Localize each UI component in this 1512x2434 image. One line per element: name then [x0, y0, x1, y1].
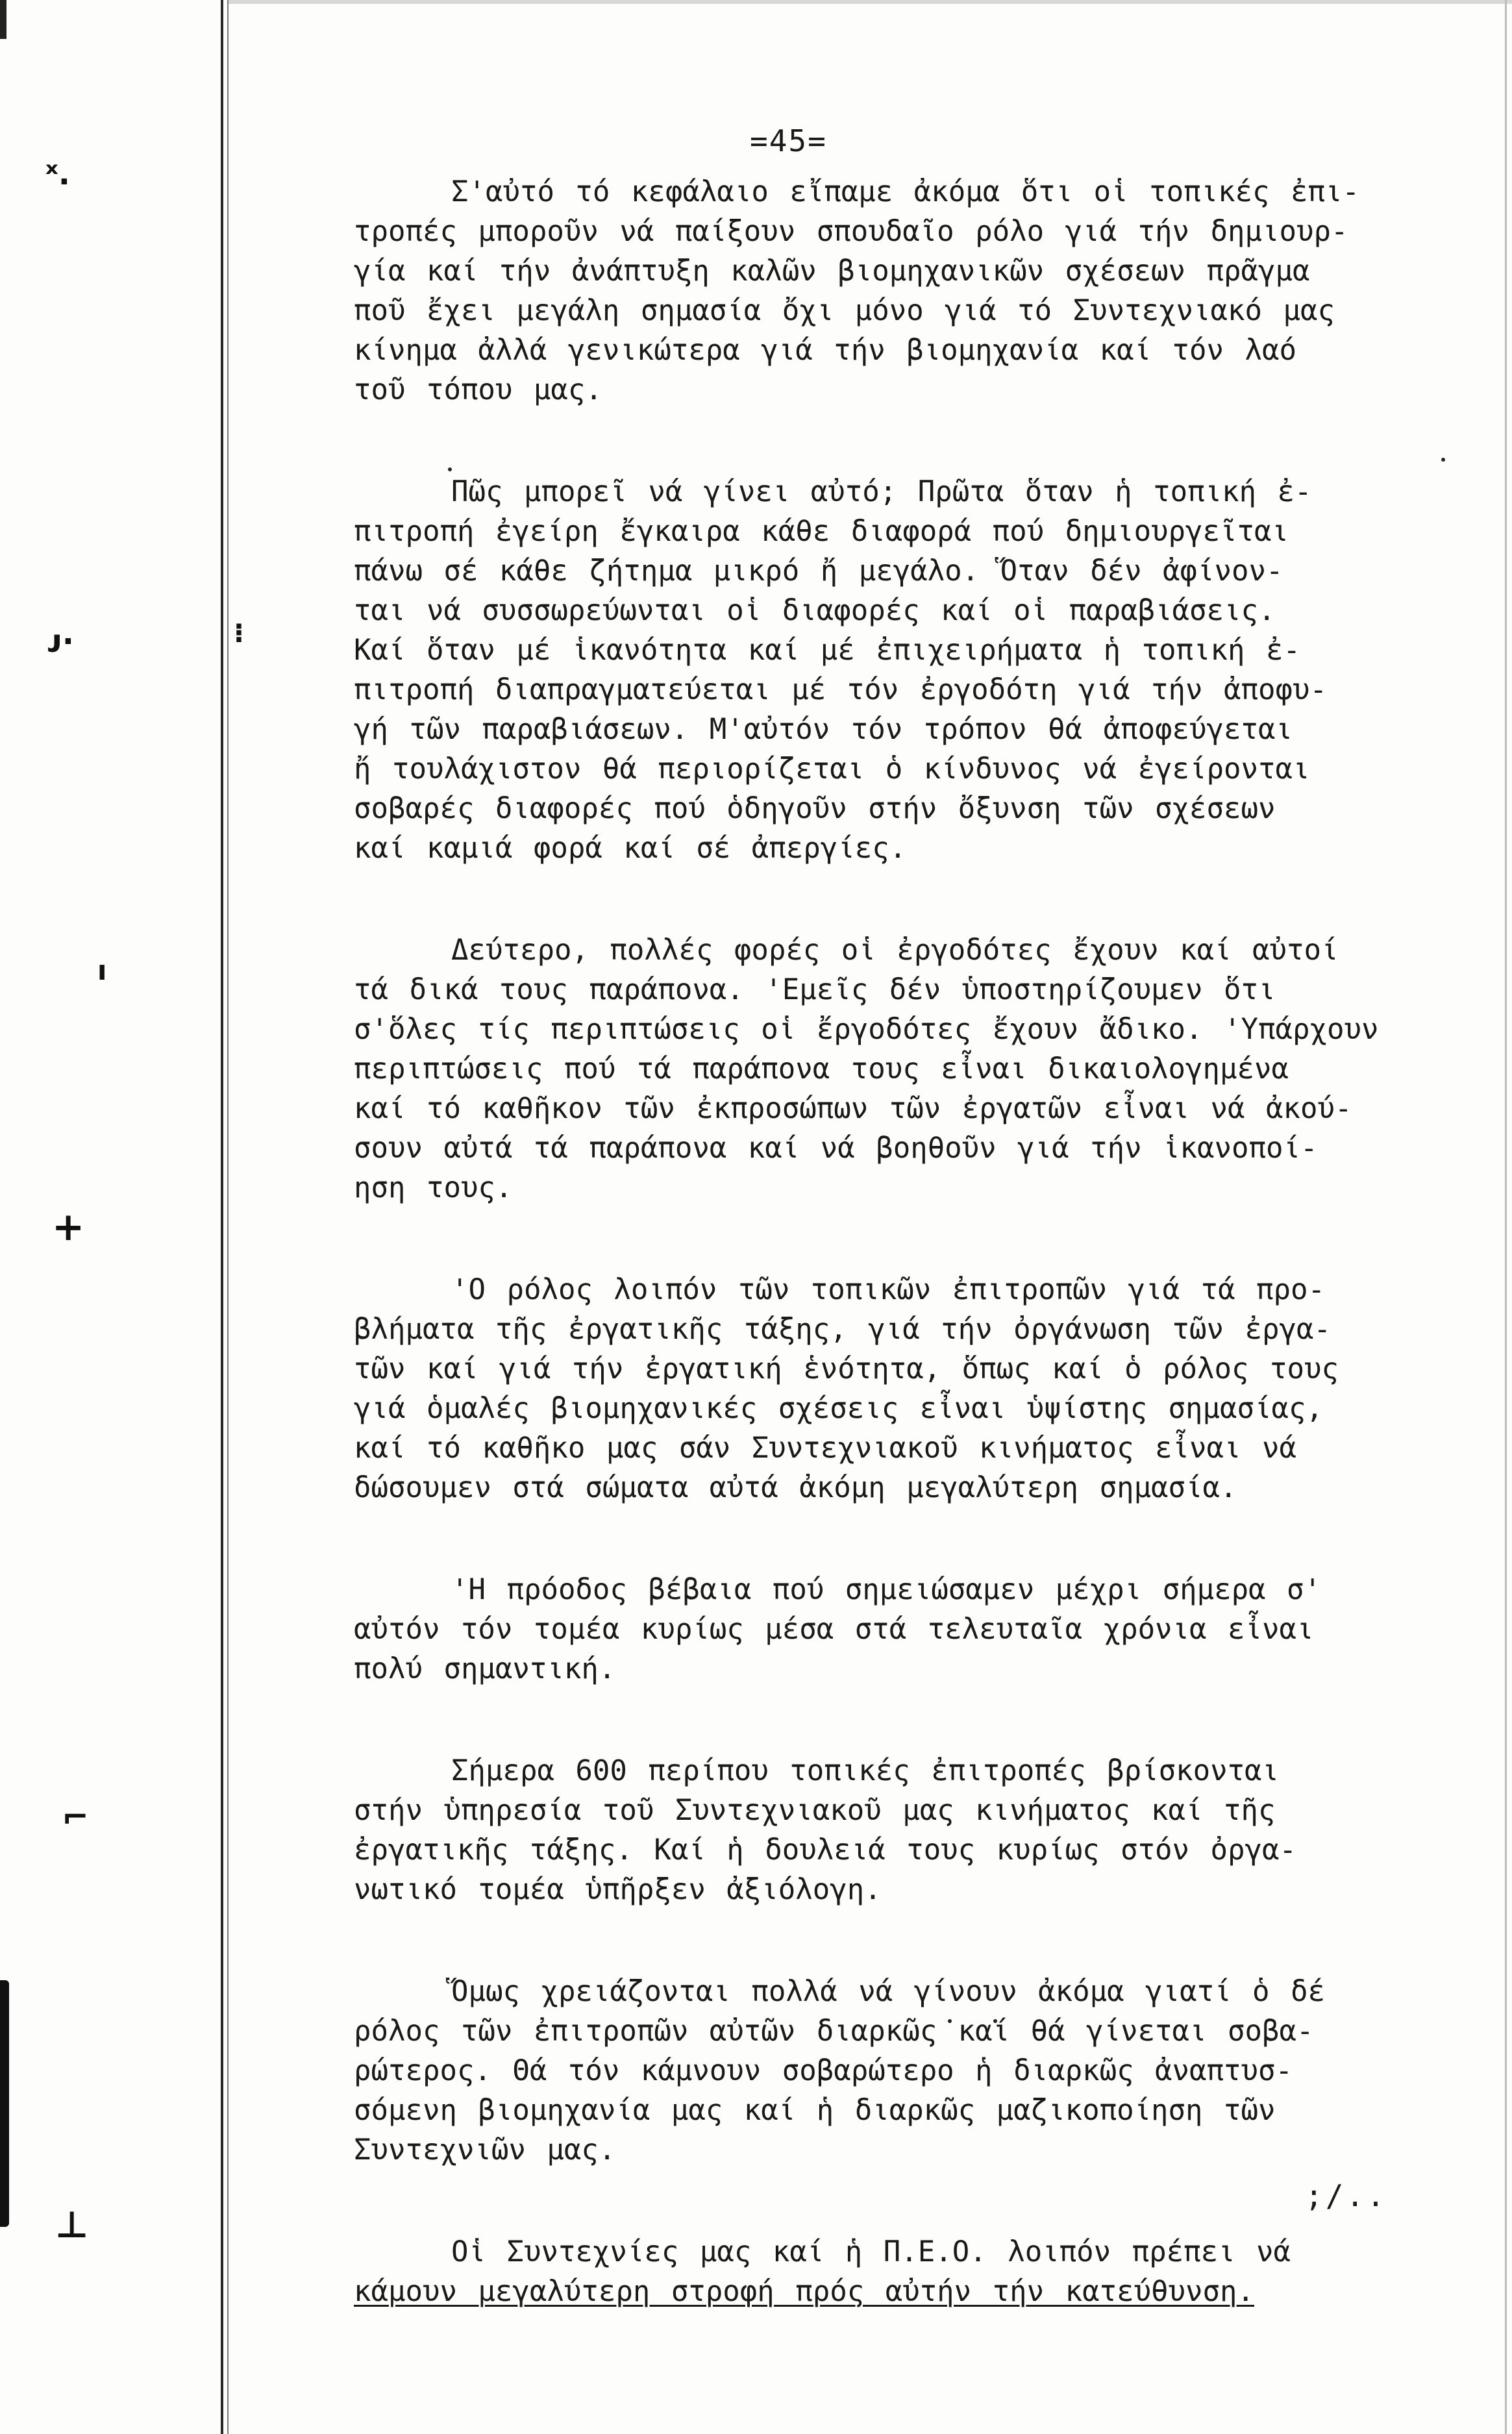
text-line: περιπτώσεις πού τά παράπονα τους εἶναι δικαιολογημένα: [354, 1052, 1289, 1086]
text-line: ρώτερος. Θά τόν κάμνουν σοβαρώτερο ἡ διαρκῶς ἀναπτυσ-: [354, 2054, 1293, 2087]
margin-scribble-mark: ˣ.: [45, 156, 71, 192]
text-line: Συντεχνιῶν μας.: [354, 2133, 616, 2167]
text-line: ἐργατικῆς τάξης. Καί ἡ δουλειά τους κυρίως στόν ὀργα-: [354, 1833, 1296, 1867]
text-line: 'Η πρόοδος βέβαια πού σημειώσαμεν μέχρι σήμερα σ': [451, 1573, 1322, 1606]
continuation-mark: ;/..: [1305, 2178, 1387, 2213]
margin-tick-mark: ı: [97, 954, 107, 986]
text-line: βλήματα τῆς ἐργατικῆς τάξης, γιά τήν ὀργάνωση τῶν ἐργα-: [354, 1313, 1331, 1346]
text-line: νωτικό τομέα ὑπῆρξεν ἀξιόλογη.: [354, 1873, 882, 1906]
binding-edge-shadow: [0, 1980, 9, 2227]
text-line: πιτροπή ἐγείρη ἔγκαιρα κάθε διαφορά πού δημιουργεῖται: [354, 515, 1289, 548]
margin-dash-mark: ⌐: [62, 1798, 89, 1836]
text-line: Πῶς μπορεῖ νά γίνει αὐτό; Πρῶτα ὅταν ἡ τοπική ἐ-: [451, 475, 1312, 508]
text-line: ηση τους.: [354, 1171, 513, 1204]
text-line: Ὅμως χρειάζονται πολλά νά γίνουν ἀκόμα γιατί ὁ δέ: [451, 1975, 1326, 2008]
text-line: τροπές μποροῦν νά παίξουν σπουδαῖο ρόλο γιά τήν δημιουρ-: [354, 215, 1348, 248]
text-line: καί τό καθῆκον τῶν ἐκπροσώπων τῶν ἐργατῶν εἶναι νά ἀκού-: [354, 1092, 1352, 1125]
text-line: πιτροπή διαπραγματεύεται μέ τόν ἐργοδότη γιά τήν ἀποφυ-: [354, 673, 1327, 706]
text-line: Καί ὅταν μέ ἱκανότητα καί μέ ἐπιχειρήματα ἡ τοπική ἐ-: [354, 634, 1300, 667]
margin-rule: [221, 0, 223, 2434]
text-line: πολύ σημαντική.: [354, 1652, 616, 1685]
paragraph-6: [354, 1751, 1480, 1909]
text-line: ται νά συσσωρεύωνται οἱ διαφορές καί οἱ παραβιάσεις.: [354, 594, 1276, 627]
text-line: σ'ὅλες τίς περιπτώσεις οἱ ἔργοδότες ἔχουν ἄδικο. 'Υπάρχουν: [354, 1013, 1379, 1046]
paragraph-4: [354, 1270, 1480, 1508]
text-line: ἤ τουλάχιστον θά περιορίζεται ὁ κίνδυνος νά ἐγείρονται: [354, 752, 1310, 786]
paragraph-3: [354, 930, 1480, 1208]
binding-edge-top: [0, 0, 6, 39]
text-line: σουν αὐτά τά παράπονα καί νά βοηθοῦν γιά τήν ἱκανοποί-: [354, 1132, 1318, 1165]
text-line: Δεύτερο, πολλές φορές οἱ ἐργοδότες ἔχουν καί αὐτοί: [451, 934, 1339, 967]
document-body: [354, 172, 1480, 2311]
text-line: σόμενη βιομηχανία μας καί ἡ διαρκῶς μαζικοποίηση τῶν: [354, 2094, 1276, 2127]
margin-scribble-mark: ᴊ·: [47, 623, 74, 660]
text-line: Σήμερα 600 περίπου τοπικές ἐπιτροπές βρίσκονται: [451, 1754, 1280, 1787]
margin-cross-mark: ⊥: [55, 2204, 89, 2246]
margin-rule-secondary: [227, 0, 229, 2434]
text-line: στήν ὑπηρεσία τοῦ Συντεχνιακοῦ μας κινήματος καί τῆς: [354, 1794, 1276, 1827]
text-line: τοῦ τόπου μας.: [354, 373, 602, 406]
text-line: γία καί τήν ἀνάπτυξη καλῶν βιομηχανικῶν σχέσεων πρᾶγμα: [354, 255, 1310, 288]
text-line: Οἱ Συντεχνίες μας καί ἡ Π.Ε.Ο. λοιπόν πρέπει νά: [451, 2235, 1291, 2268]
underlined-text-line: κάμουν μεγαλύτερη στροφή πρός αὐτήν τήν κατεύθυνση.: [354, 2275, 1255, 2308]
right-edge-shadow: [1505, 0, 1507, 2434]
paragraph-5: [354, 1570, 1480, 1689]
top-fold-shadow: [229, 0, 1512, 4]
margin-tick-mark: ⁝: [234, 617, 244, 649]
text-line: 'Ο ρόλος λοιπόν τῶν τοπικῶν ἐπιτροπῶν γιά τά προ-: [451, 1273, 1326, 1306]
paragraph-7: [354, 1972, 1480, 2170]
text-line: πάνω σέ κάθε ζήτημα μικρό ἤ μεγάλο. Ὅταν δέν ἀφίνον-: [354, 554, 1283, 588]
text-line: τῶν καί γιά τήν ἐργατική ἑνότητα, ὅπως καί ὁ ρόλος τους: [354, 1352, 1339, 1385]
text-line: δώσουμεν στά σώματα αὐτά ἀκόμη μεγαλύτερη σημασία.: [354, 1471, 1237, 1504]
page-number: =45=: [750, 123, 827, 158]
text-line: Σ'αὐτό τό κεφάλαιο εἴπαμε ἀκόμα ὅτι οἱ τοπικές ἐπι-: [451, 175, 1360, 208]
paragraph-2: [354, 472, 1480, 868]
text-line: γή τῶν παραβιάσεων. Μ'αὐτόν τόν τρόπον θά ἀποφεύγεται: [354, 713, 1293, 746]
margin-cross-mark: +: [52, 1204, 85, 1250]
text-line: σοβαρές διαφορές πού ὁδηγοῦν στήν ὄξυνση τῶν σχέσεων: [354, 792, 1276, 825]
text-line: κίνημα ἀλλά γενικώτερα γιά τήν βιομηχανία καί τόν λαό: [354, 334, 1296, 367]
text-line: τά δικά τους παράπονα. 'Εμεῖς δέν ὑποστηρίζουμεν ὅτι: [354, 973, 1276, 1006]
text-line: ρόλος τῶν ἐπιτροπῶν αὐτῶν διαρκῶς καί θά γίνεται σοβα-: [354, 2015, 1314, 2048]
text-line: καί τό καθῆκο μας σάν Συντεχνιακοῦ κινήματος εἶναι νά: [354, 1432, 1296, 1465]
text-line: γιά ὁμαλές βιομηχανικές σχέσεις εἶναι ὑψίστης σημασίας,: [354, 1392, 1323, 1425]
paragraph-8: [354, 2232, 1480, 2311]
paragraph-1: [354, 172, 1480, 410]
text-line: καί καμιά φορά καί σέ ἀπεργίες.: [354, 832, 907, 865]
text-line: αὐτόν τόν τομέα κυρίως μέσα στά τελευταῖα χρόνια εἶναι: [354, 1613, 1314, 1646]
text-line: ποῦ ἔχει μεγάλη σημασία ὄχι μόνο γιά τό Συντεχνιακό μας: [354, 294, 1335, 327]
